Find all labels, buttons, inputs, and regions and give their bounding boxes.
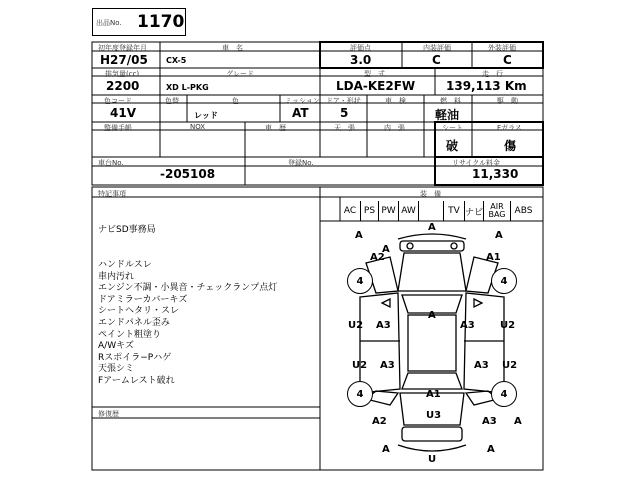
lot-number: 1170 [137,12,185,32]
equipment-item: ABS [514,206,533,216]
fuel-label: 燃 料 [440,97,461,105]
damage-mark: A3 [474,360,489,371]
damage-mark: A [382,444,390,455]
glass-label: Fガラス [497,124,522,132]
lot-label: 出品No. [96,19,122,27]
special-notes-label: 特記事項 [98,190,126,198]
damage-mark: A3 [482,416,497,427]
interior2-label: 内 張 [384,124,405,132]
grade-value: XD L-PKG [166,83,209,92]
damage-mark: A3 [460,320,475,331]
interior-label: 内装評価 [423,44,451,52]
grade-label: グレード [226,70,254,78]
equipment-item [419,201,444,221]
seat-value: 破 [446,139,459,153]
score-value: 3.0 [350,53,372,67]
damage-mark: A3 [380,360,395,371]
damage-mark: U2 [500,320,516,331]
damage-mark: A2 [372,416,387,427]
damage-mark: U3 [426,410,442,421]
damage-mark: A [487,444,495,455]
note-item: ドアミラーカバーキズ [98,294,188,305]
damage-mark: A [495,230,503,241]
cc-value: 2200 [106,79,140,93]
interior-value: C [432,53,441,67]
repair-label: 修復歴 [98,410,119,418]
damage-mark: U [428,454,437,465]
model-label: 型 式 [364,70,385,78]
doors-label: ドア・形状 [326,97,361,105]
note-item: ペイント粗塗り [98,329,162,340]
damage-mark: U2 [502,360,518,371]
note-item: エンドパネル歪み [98,318,170,328]
cc-label: 排気量(cc) [105,70,140,78]
name-value: CX-5 [166,56,187,65]
chassis-label: 車台No. [98,159,124,167]
equipment-item: PS [361,201,379,221]
year-value: H27/05 [100,53,148,67]
model-value: LDA-KE2FW [336,79,416,93]
year-label: 初年度登録年月 [98,44,147,52]
wheel-circle: 4 [347,268,373,294]
note-item: 車内汚れ [98,271,135,282]
damage-mark: U2 [352,360,368,371]
doors-value: 5 [340,106,349,120]
name-label: 車 名 [222,44,243,52]
equipment-item: AW [399,201,419,221]
damage-mark: A [514,416,522,427]
damage-mark: A [382,244,390,255]
note-item: A/Wキズ [98,341,134,352]
damage-mark: A3 [376,320,391,331]
score-label: 評価点 [350,44,371,52]
equipment-item: PW [379,201,399,221]
car-diagram [320,221,543,470]
inspection-label: 車 検 [385,97,406,105]
exterior-value: C [503,53,512,67]
exterior-label: 外装評価 [488,44,516,52]
equipment-item: TV [444,201,465,221]
history-label: 車 歴 [265,124,286,132]
note-item: シートヘタリ・スレ [98,306,180,317]
equipment-item: AC [340,201,361,221]
chassis-value: -205108 [160,167,216,181]
wheel-circle: 4 [347,381,373,407]
damage-mark: A [355,230,363,241]
damage-mark: A1 [486,252,501,263]
note-item: 天張シミ [98,364,135,375]
nox-label: NOX [190,123,206,131]
equipment-item: ナビ [465,201,484,221]
damage-mark: A [428,222,436,233]
recycle-value: 11,330 [472,167,519,181]
color-label: 色 [232,97,239,105]
reg-label: 登録No. [288,159,314,167]
mission-value: AT [292,106,309,120]
mileage-value: 139,113 Km [446,79,527,93]
note-item: エンジン不調・小異音・チェックランプ点灯 [98,283,278,294]
mission-label: ミッション [285,97,320,105]
color-value: レッド [194,111,218,120]
color-change-label: 色替 [165,97,179,105]
equipment-item: AIR BAG [484,201,511,221]
manual-label: 整備手帳 [104,124,132,132]
mileage-label: 走 行 [482,70,503,78]
damage-mark: U2 [348,320,364,331]
color-code-label: 色コード [104,97,132,105]
color-code-value: 41V [110,106,136,120]
drive-label: 駆 動 [497,97,518,105]
fuel-value: 軽油 [435,108,460,122]
damage-mark: A1 [426,389,441,400]
sunroof-label: 天 張 [334,124,355,132]
recycle-label: リサイクル料金 [452,159,501,167]
seat-label: シート [442,124,463,132]
notes-first: ナビSD事務局 [98,225,156,235]
wheel-circle: 4 [491,381,517,407]
damage-mark: A [428,310,436,321]
equipment-label: 装 備 [420,190,441,198]
note-item: Rスポイラ−Pハゲ [98,352,172,363]
wheel-circle: 4 [491,268,517,294]
note-item: ハンドルスレ [98,260,152,270]
note-item: Fアームレスト破れ [98,376,175,386]
damage-mark: A2 [370,252,385,263]
glass-value: 傷 [504,139,517,153]
